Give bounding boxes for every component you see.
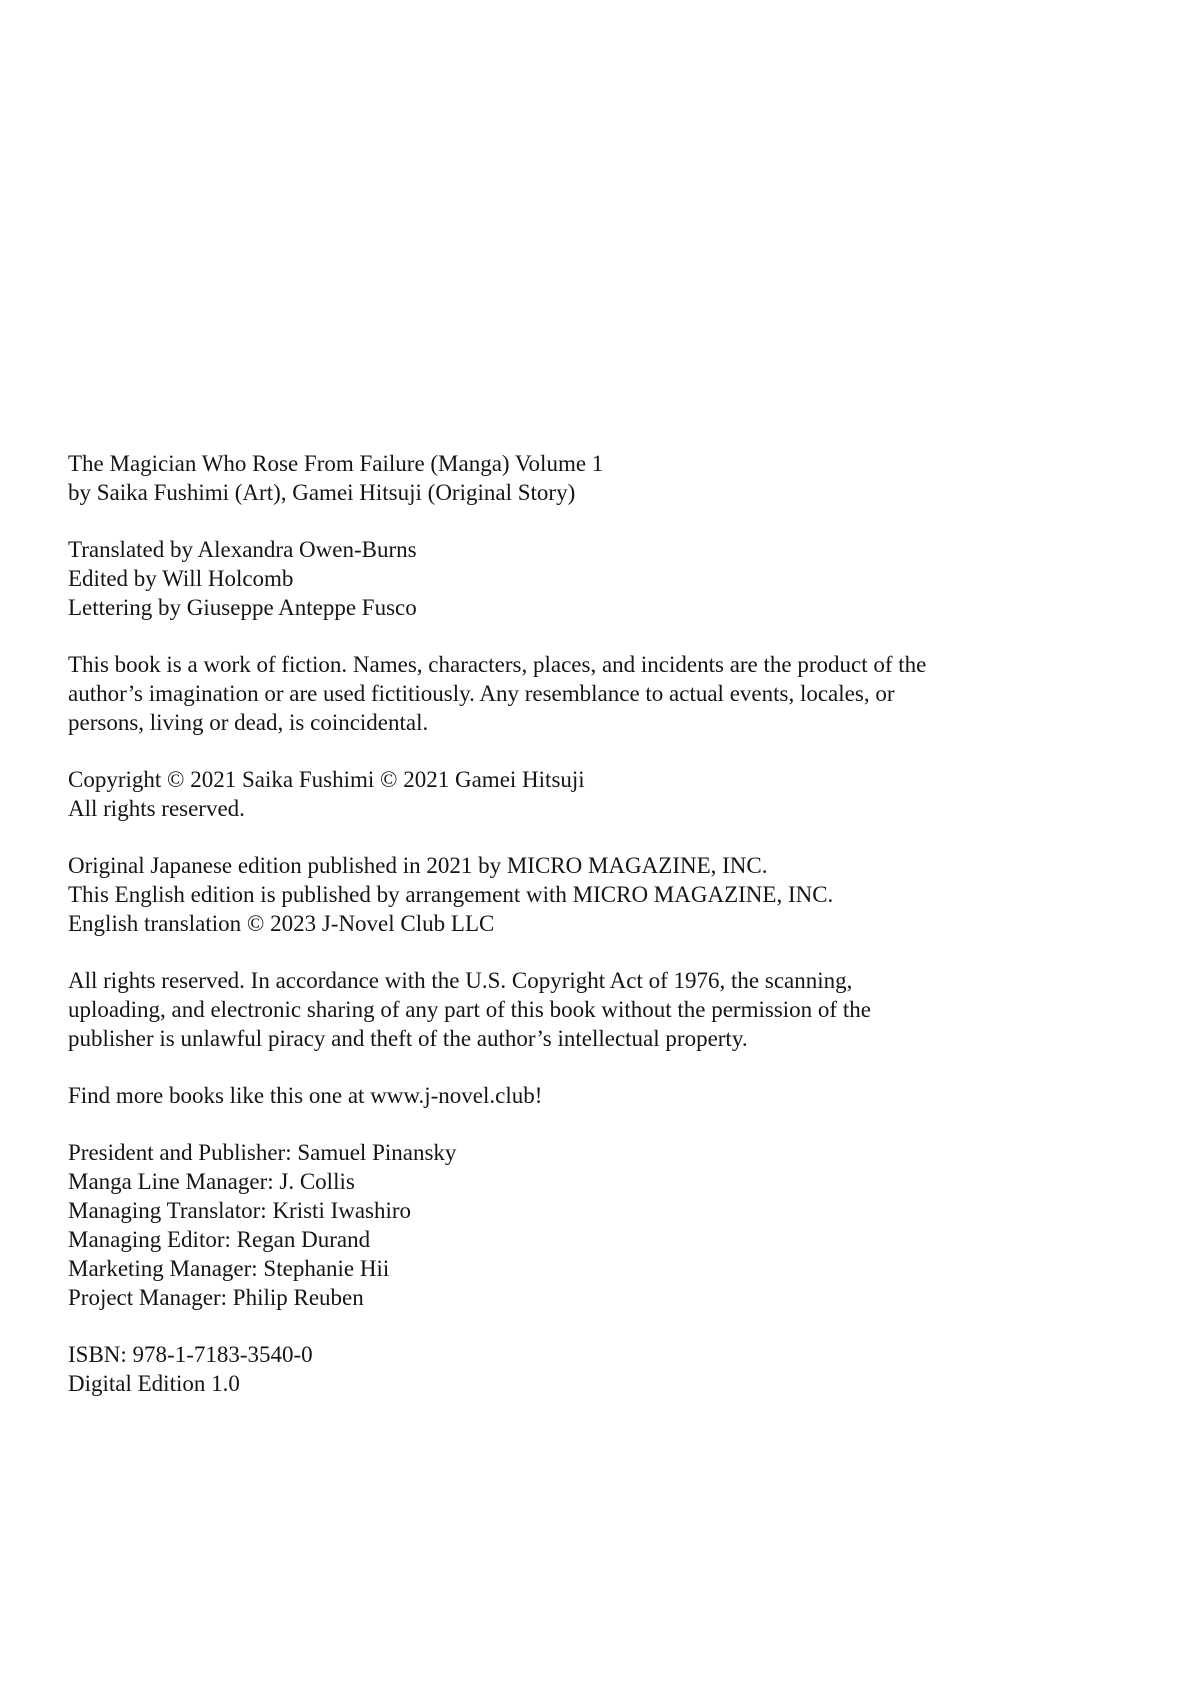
rights-notice: All rights reserved. In accordance with the U.S. Copyright Act of 1976, the scanning, uploading, and electronic sharing of any part of this book without the permission of the publisher is unlawful piracy and theft of the author’s intellectual property. [68, 968, 871, 1051]
copyright-line: Copyright © 2021 Saika Fushimi © 2021 Gamei Hitsuji [68, 767, 585, 792]
translation-copyright-line: English translation © 2023 J-Novel Club LLC [68, 911, 495, 936]
edition-info [68, 851, 948, 938]
localization-credits [68, 535, 948, 622]
staff-marketing-manager: Marketing Manager: Stephanie Hii [68, 1256, 390, 1281]
copyright-notice [68, 765, 948, 823]
lettering-credit: Lettering by Giuseppe Anteppe Fusco [68, 595, 417, 620]
isbn-line: ISBN: 978-1-7183-3540-0 [68, 1342, 313, 1367]
fiction-disclaimer: This book is a work of fiction. Names, characters, places, and incidents are the product of the author’s imagination or are used fictitiously. Any resemblance to actual events, locales, or persons, living or dead, is coincidental. [68, 652, 927, 735]
title-and-authors [68, 449, 948, 507]
book-authors: by Saika Fushimi (Art), Gamei Hitsuji (Original Story) [68, 480, 576, 505]
editor-credit: Edited by Will Holcomb [68, 566, 294, 591]
digital-edition-line: Digital Edition 1.0 [68, 1371, 240, 1396]
rights-reserved-line: All rights reserved. [68, 796, 245, 821]
find-more-books-line: Find more books like this one at www.j-novel.club! [68, 1083, 543, 1108]
english-edition-line: This English edition is published by arrangement with MICRO MAGAZINE, INC. [68, 882, 834, 907]
staff-list [68, 1138, 948, 1312]
isbn-block [68, 1340, 948, 1398]
staff-managing-translator: Managing Translator: Kristi Iwashiro [68, 1198, 412, 1223]
original-edition-line: Original Japanese edition published in 2021 by MICRO MAGAZINE, INC. [68, 853, 768, 878]
staff-project-manager: Project Manager: Philip Reuben [68, 1285, 364, 1310]
translator-credit: Translated by Alexandra Owen-Burns [68, 537, 417, 562]
staff-managing-editor: Managing Editor: Regan Durand [68, 1227, 371, 1252]
staff-manga-line-manager: Manga Line Manager: J. Collis [68, 1169, 355, 1194]
colophon-text [68, 449, 1140, 1398]
staff-president: President and Publisher: Samuel Pinansky [68, 1140, 457, 1165]
book-title: The Magician Who Rose From Failure (Manga) Volume 1 [68, 451, 604, 476]
